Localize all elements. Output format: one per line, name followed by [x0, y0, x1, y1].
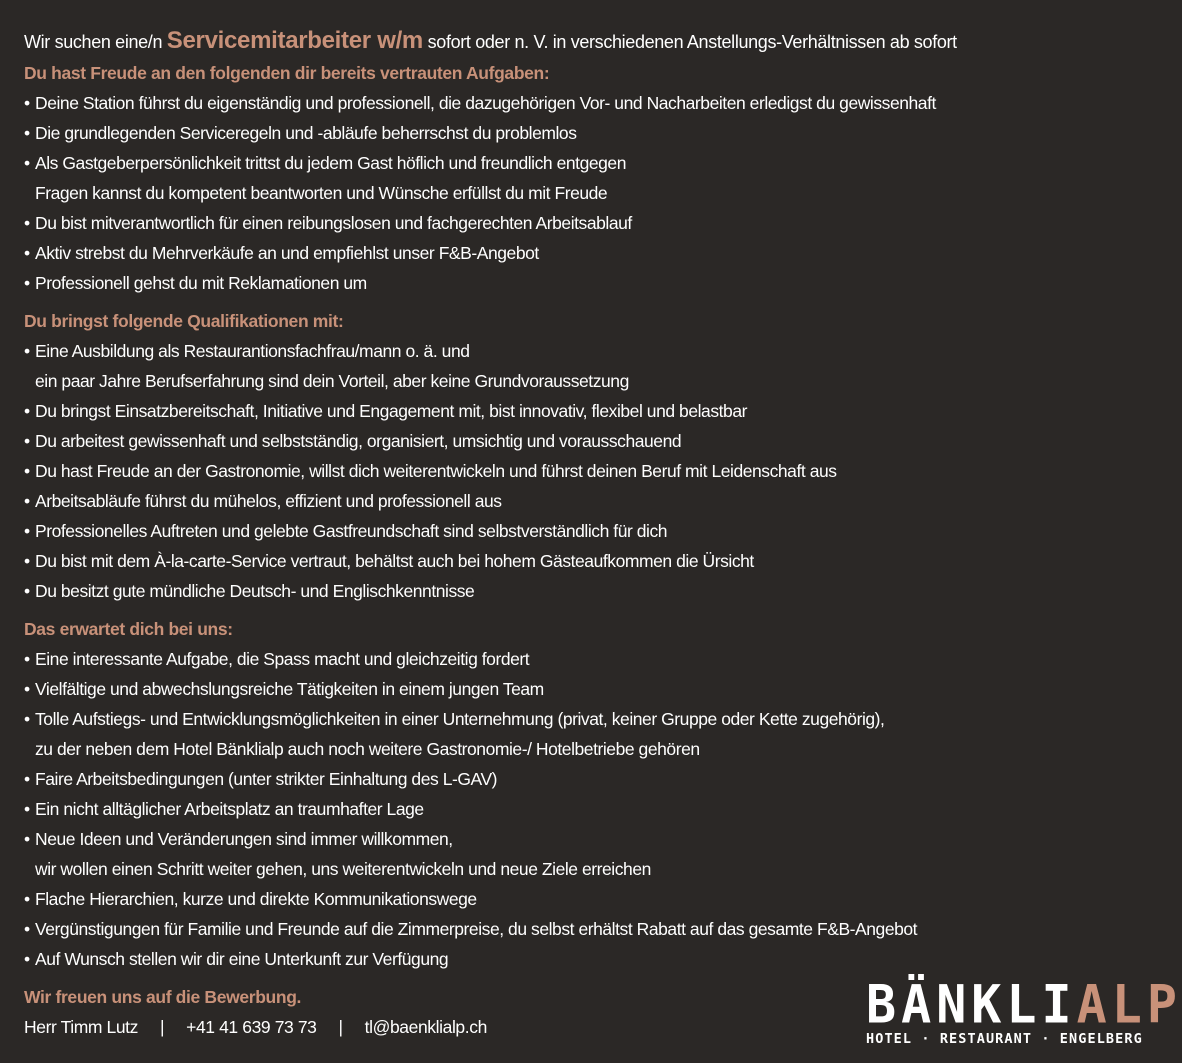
list-item — [24, 794, 1124, 824]
offer-heading: Das erwartet dich bei uns: — [24, 619, 233, 639]
list-item — [24, 516, 1124, 546]
bullet-marker: • — [24, 491, 30, 511]
list-item — [24, 576, 1124, 606]
list-item-line: Vielfältige und abwechslungsreiche Tätigkeiten in einem jungen Team — [35, 679, 544, 699]
list-item-line: Du bist mitverantwortlich für einen reibungslosen und fachgerechten Arbeitsablauf — [35, 213, 632, 233]
list-item — [24, 88, 1124, 118]
list-item — [24, 644, 1124, 674]
list-item-line: Du hast Freude an der Gastronomie, willst dich weiterentwickeln und führst deinen Beruf mit Leidenschaft aus — [35, 461, 837, 481]
list-item-line: Die grundlegenden Serviceregeln und -abläufe beherrschst du problemlos — [35, 123, 577, 143]
bullet-marker: • — [24, 153, 30, 173]
bullet-marker: • — [24, 919, 30, 939]
bullet-marker: • — [24, 93, 30, 113]
hotel-logo — [866, 973, 1182, 1047]
list-item — [24, 238, 1124, 268]
list-item-line: Als Gastgeberpersönlichkeit trittst du jedem Gast höflich und freundlich entgegen — [35, 153, 626, 173]
tasks-list — [24, 88, 1124, 298]
list-item-line: Tolle Aufstiegs- und Entwicklungsmöglichkeiten in einer Unternehmung (privat, keiner Gruppe oder Kette zugehörig), — [35, 709, 885, 729]
list-item-line: Arbeitsabläufe führst du mühelos, effizient und professionell aus — [35, 491, 502, 511]
list-item-line: Professionelles Auftreten und gelebte Gastfreundschaft sind selbstverständlich für dich — [35, 521, 668, 541]
list-item — [24, 426, 1124, 456]
bullet-marker: • — [24, 889, 30, 909]
bullet-marker: • — [24, 341, 30, 361]
list-item — [24, 704, 1124, 764]
tasks-heading: Du hast Freude an den folgenden dir bereits vertrauten Aufgaben: — [24, 63, 550, 83]
contact-email[interactable]: tl@baenklialp.ch — [364, 1017, 487, 1037]
list-item — [24, 764, 1124, 794]
list-item-line: Aktiv strebst du Mehrverkäufe an und empfiehlst unser F&B-Angebot — [35, 243, 539, 263]
list-item — [24, 118, 1124, 148]
list-item-line: Professionell gehst du mit Reklamationen um — [35, 273, 367, 293]
job-posting — [24, 24, 1124, 1042]
qualifications-list — [24, 336, 1124, 606]
list-item-line: Faire Arbeitsbedingungen (unter strikter Einhaltung des L-GAV) — [35, 769, 498, 789]
logo-tagline: HOTEL · RESTAURANT · ENGELBERG — [866, 1031, 1143, 1047]
logo-word-part1: BÄNKLI — [866, 974, 1077, 1035]
bullet-marker: • — [24, 123, 30, 143]
bullet-marker: • — [24, 551, 30, 571]
list-item — [24, 336, 1124, 396]
list-item — [24, 674, 1124, 704]
bullet-marker: • — [24, 213, 30, 233]
list-item — [24, 396, 1124, 426]
bullet-marker: • — [24, 581, 30, 601]
list-item-line: zu der neben dem Hotel Bänklialp auch noch weitere Gastronomie-/ Hotelbetriebe gehören — [35, 739, 700, 759]
intro-prefix: Wir suchen eine/n — [24, 32, 163, 52]
logo-wordmark — [866, 973, 1182, 1036]
bullet-marker: • — [24, 243, 30, 263]
bullet-marker: • — [24, 829, 30, 849]
bullet-marker: • — [24, 769, 30, 789]
list-item — [24, 884, 1124, 914]
contact-separator: | — [338, 1017, 343, 1037]
list-item-line: Ein nicht alltäglicher Arbeitsplatz an traumhafter Lage — [35, 799, 424, 819]
contact-name: Herr Timm Lutz — [24, 1017, 138, 1037]
list-item-line: Fragen kannst du kompetent beantworten und Wünsche erfüllst du mit Freude — [35, 183, 608, 203]
closing-heading: Wir freuen uns auf die Bewerbung. — [24, 987, 302, 1007]
intro-line — [24, 24, 1124, 58]
list-item — [24, 208, 1124, 238]
qualifications-heading: Du bringst folgende Qualifikationen mit: — [24, 311, 344, 331]
list-item — [24, 148, 1124, 208]
list-item-line: Du arbeitest gewissenhaft und selbstständig, organisiert, umsichtig und vorausschauend — [35, 431, 682, 451]
logo-word-part2: ALP — [1076, 974, 1182, 1035]
bullet-marker: • — [24, 401, 30, 421]
list-item-line: wir wollen einen Schritt weiter gehen, uns weiterentwickeln und neue Ziele erreichen — [35, 859, 651, 879]
list-item — [24, 914, 1124, 944]
bullet-marker: • — [24, 799, 30, 819]
list-item-line: Du besitzt gute mündliche Deutsch- und Englischkenntnisse — [35, 581, 475, 601]
list-item-line: Eine interessante Aufgabe, die Spass macht und gleichzeitig fordert — [35, 649, 530, 669]
list-item-line: ein paar Jahre Berufserfahrung sind dein Vorteil, aber keine Grundvoraussetzung — [35, 371, 629, 391]
list-item — [24, 824, 1124, 884]
list-item-line: Du bringst Einsatzbereitschaft, Initiative und Engagement mit, bist innovativ, flexibel und belastbar — [35, 401, 747, 421]
offer-list — [24, 644, 1124, 974]
intro-suffix: sofort oder n. V. in verschiedenen Anstellungs-Verhältnissen ab sofort — [427, 32, 957, 52]
list-item — [24, 546, 1124, 576]
list-item — [24, 456, 1124, 486]
bullet-marker: • — [24, 521, 30, 541]
list-item-line: Vergünstigungen für Familie und Freunde auf die Zimmerpreise, du selbst erhältst Rabatt auf das gesamte F&B-Angebot — [35, 919, 918, 939]
list-item-line: Auf Wunsch stellen wir dir eine Unterkunft zur Verfügung — [35, 949, 449, 969]
contact-separator: | — [160, 1017, 165, 1037]
position-title: Servicemitarbeiter w/m — [166, 27, 423, 54]
list-item-line: Flache Hierarchien, kurze und direkte Kommunikationswege — [35, 889, 477, 909]
list-item — [24, 268, 1124, 298]
list-item-line: Deine Station führst du eigenständig und professionell, die dazugehörigen Vor- und Nacharbeiten erledigst du gewissenhaft — [35, 93, 936, 113]
list-item-line: Du bist mit dem À-la-carte-Service vertraut, behältst auch bei hohem Gästeaufkommen die Ürsicht — [35, 551, 754, 571]
bullet-marker: • — [24, 709, 30, 729]
bullet-marker: • — [24, 461, 30, 481]
bullet-marker: • — [24, 649, 30, 669]
list-item — [24, 486, 1124, 516]
bullet-marker: • — [24, 949, 30, 969]
bullet-marker: • — [24, 273, 30, 293]
bullet-marker: • — [24, 431, 30, 451]
contact-phone[interactable]: +41 41 639 73 73 — [186, 1017, 317, 1037]
list-item — [24, 944, 1124, 974]
list-item-line: Eine Ausbildung als Restaurantionsfachfrau/mann o. ä. und — [35, 341, 470, 361]
bullet-marker: • — [24, 679, 30, 699]
list-item-line: Neue Ideen und Veränderungen sind immer willkommen, — [35, 829, 453, 849]
